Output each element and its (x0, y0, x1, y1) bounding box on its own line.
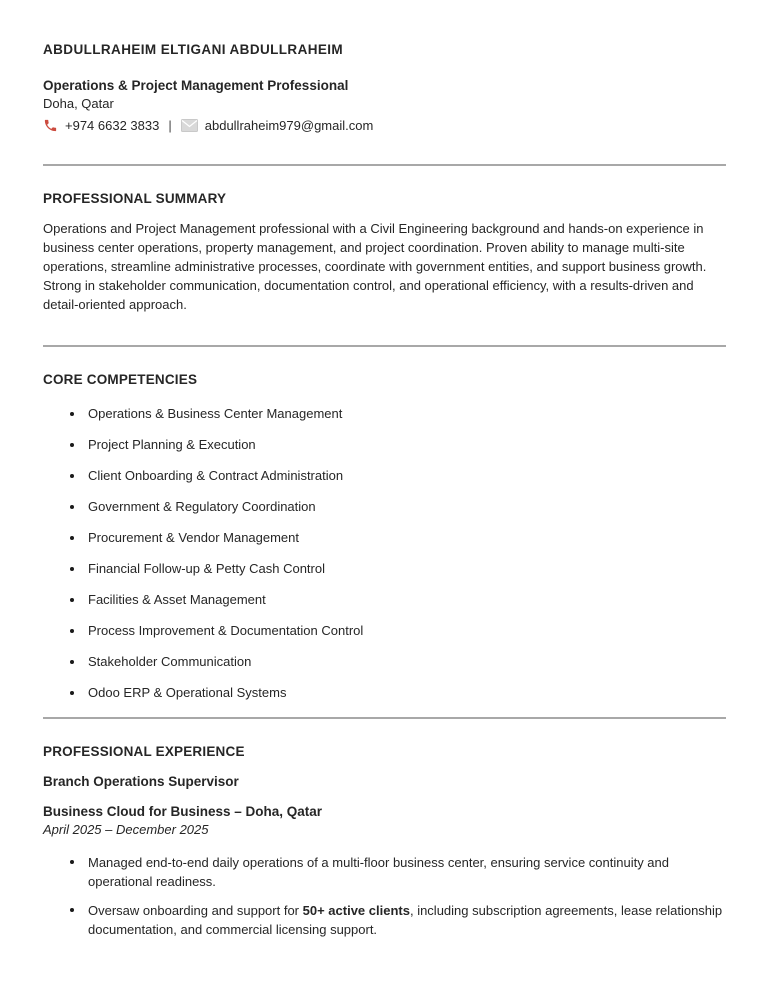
competency-text: Financial Follow-up & Petty Cash Control (88, 561, 325, 576)
list-item (70, 853, 726, 891)
list-item (70, 685, 726, 701)
section-divider (43, 345, 726, 347)
bullet-icon (70, 412, 74, 416)
experience-bullet-text: Oversaw onboarding and support for 50+ active clients, including subscription agreements, lease relationship documentation, and commercial licensing support. (88, 903, 723, 937)
competency-text: Procurement & Vendor Management (88, 530, 300, 545)
resume-header (43, 42, 726, 133)
list-item (70, 561, 726, 577)
bullet-icon (70, 691, 74, 695)
list-item (70, 437, 726, 453)
bullet-icon (70, 505, 74, 509)
experience-bullet-list (43, 853, 726, 939)
competency-text: Operations & Business Center Management (88, 406, 343, 421)
section-divider (43, 717, 726, 719)
list-item (70, 406, 726, 422)
list-item (70, 592, 726, 608)
list-item (70, 499, 726, 515)
competencies-heading: CORE COMPETENCIES (43, 372, 198, 387)
bullet-icon (70, 567, 74, 571)
phone-receiver-icon (43, 118, 58, 133)
experience-section (43, 744, 726, 939)
bullet-icon (70, 629, 74, 633)
competencies-section (43, 372, 726, 701)
competency-text: Odoo ERP & Operational Systems (88, 685, 287, 700)
company-name: Business Cloud for Business – Doha, Qatar (43, 804, 323, 819)
bullet-icon (70, 908, 74, 912)
bullet-icon (70, 860, 74, 864)
competency-text: Government & Regulatory Coordination (88, 499, 316, 514)
envelope-icon (181, 119, 198, 132)
bullet-icon (70, 474, 74, 478)
competency-text: Facilities & Asset Management (88, 592, 266, 607)
employment-dates: April 2025 – December 2025 (43, 822, 209, 837)
list-item (70, 654, 726, 670)
competency-text: Process Improvement & Documentation Control (88, 623, 364, 638)
phone-number: +974 6632 3833 (65, 118, 160, 133)
email-address: abdullraheim979@gmail.com (204, 118, 374, 133)
summary-heading: PROFESSIONAL SUMMARY (43, 191, 227, 206)
bullet-icon (70, 443, 74, 447)
list-item (70, 901, 726, 939)
bullet-icon (70, 598, 74, 602)
candidate-location: Doha, Qatar (43, 96, 114, 111)
job-title: Branch Operations Supervisor (43, 774, 239, 789)
section-divider (43, 164, 726, 166)
experience-heading: PROFESSIONAL EXPERIENCE (43, 744, 245, 759)
experience-bullet-text: Managed end-to-end daily operations of a multi-floor business center, ensuring service continuity and operational readiness. (88, 855, 670, 889)
competency-text: Stakeholder Communication (88, 654, 252, 669)
bullet-icon (70, 660, 74, 664)
competency-text: Project Planning & Execution (88, 437, 256, 452)
competencies-list (43, 406, 726, 701)
contact-line (43, 118, 726, 133)
candidate-title: Operations & Project Management Professional (43, 78, 349, 93)
competency-text: Client Onboarding & Contract Administration (88, 468, 344, 483)
list-item (70, 530, 726, 546)
list-item (70, 468, 726, 484)
summary-section (43, 191, 726, 314)
summary-paragraph: Operations and Project Management professional with a Civil Engineering background and hands-on experience in business center operations, property management, and project coordination. Proven ability to manage multi-site operations, streamline administrative processes, coordinate with government entities, and support business growth. Strong in stakeholder communication, documentation control, and operational efficiency, with a results-driven and detail-oriented approach. (43, 221, 707, 312)
candidate-name: ABDULLRAHEIM ELTIGANI ABDULLRAHEIM (43, 42, 344, 57)
list-item (70, 623, 726, 639)
contact-separator: | (168, 118, 172, 133)
bullet-icon (70, 536, 74, 540)
